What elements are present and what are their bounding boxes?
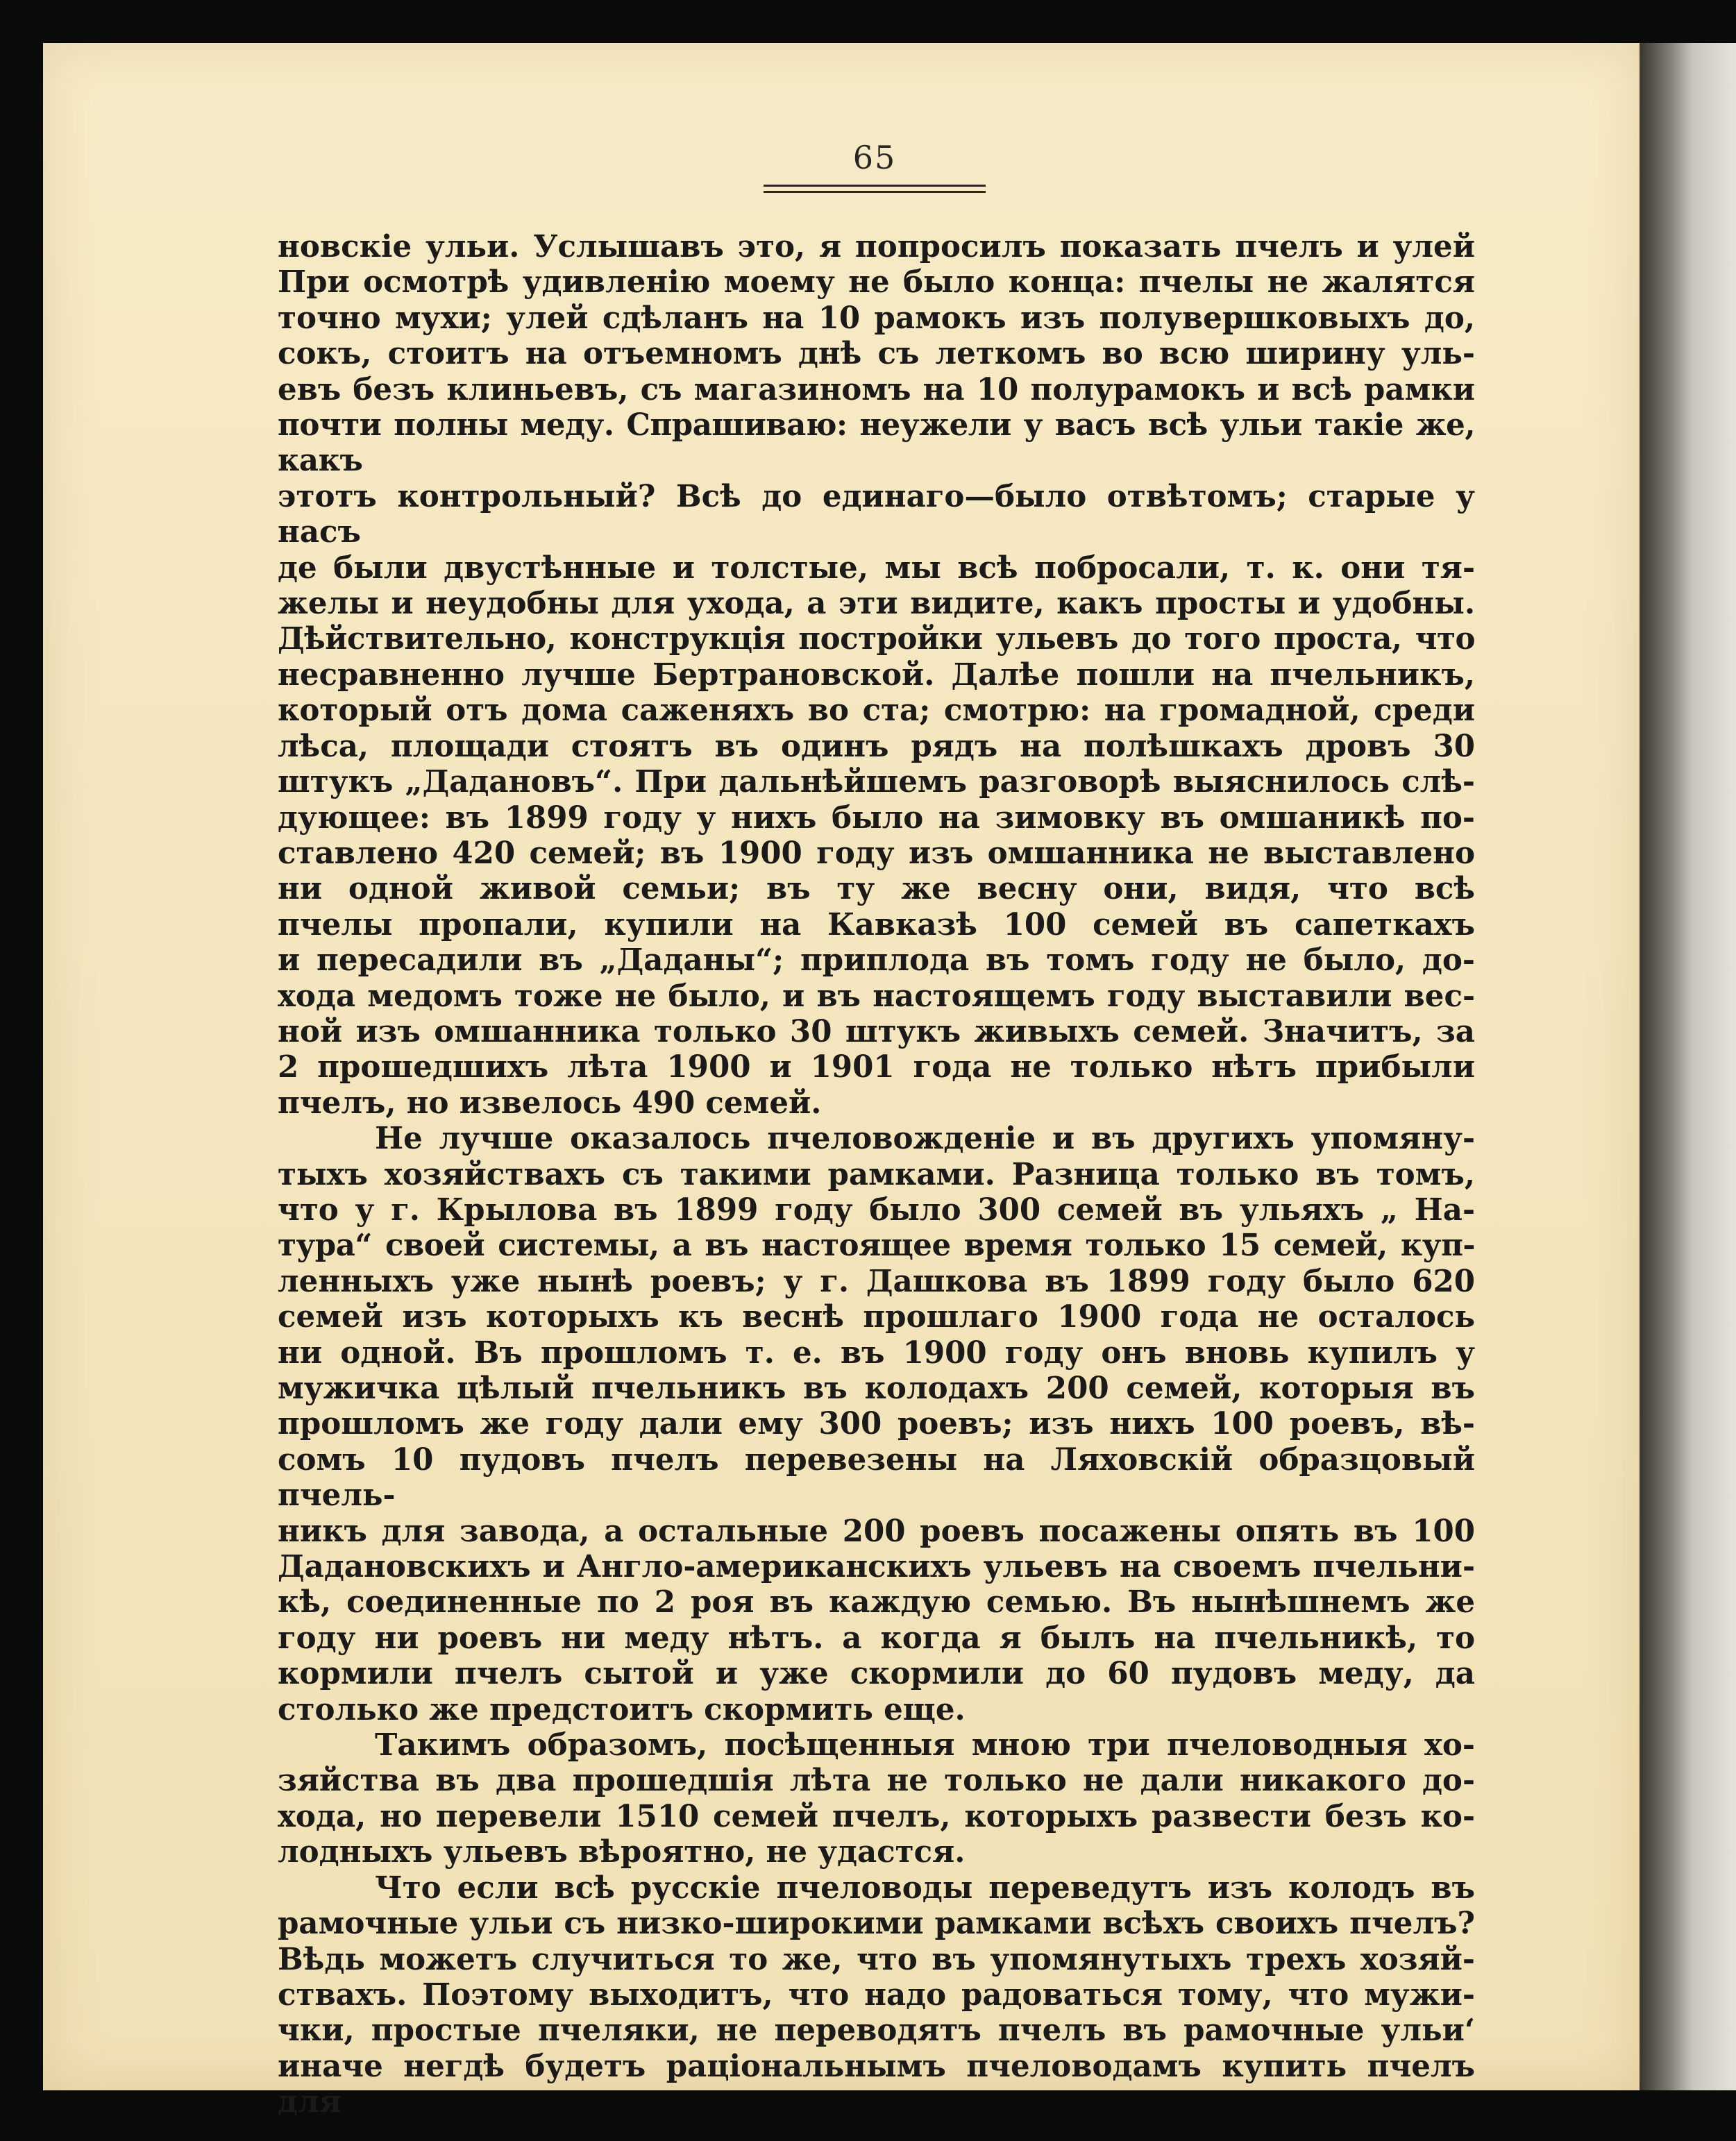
text-line: лодныхъ ульевъ вѣроятно, не удастся. [278, 1834, 966, 1870]
text-line: 2 прошедшихъ лѣта 1900 и 1901 года не только нѣтъ прибыли [278, 1049, 1475, 1085]
text-line: чки, простые пчеляки, не переводятъ пчелъ въ рамочные ульи‘ [278, 2013, 1475, 2049]
text-line: де были двустѣнные и толстые, мы всѣ побросали, т. к. они тя- [278, 550, 1475, 586]
text-line: тура“ своей системы, а въ настоящее время только 15 семей, куп- [278, 1228, 1475, 1264]
text-line: сокъ, стоитъ на отъемномъ днѣ съ леткомъ во всю ширину уль- [278, 336, 1475, 372]
text-line: мужичка цѣлый пчельникъ въ колодахъ 200 семей, которыя въ [278, 1371, 1475, 1406]
text-line: Такимъ образомъ, посѣщенныя мною три пчеловодныя хо- [375, 1727, 1475, 1763]
body-text [278, 229, 1475, 2120]
text-line: ленныхъ уже нынѣ роевъ; у г. Дашкова въ 1899 году было 620 [278, 1263, 1475, 1299]
text-line: Не лучше оказалось пчеловожденіе и въ другихъ упомяну- [375, 1121, 1475, 1157]
text-line: ствахъ. Поэтому выходитъ, что надо радоваться тому, что мужи- [278, 1977, 1475, 2013]
text-line: почти полны меду. Спрашиваю: неужели у васъ всѣ ульи такіе же, какъ [278, 407, 1475, 479]
text-line: ной изъ омшанника только 30 штукъ живыхъ семей. Значитъ, за [278, 1013, 1475, 1049]
text-line: семей изъ которыхъ къ веснѣ прошлаго 1900 года не осталось [278, 1299, 1475, 1335]
text-line: сомъ 10 пудовъ пчелъ перевезены на Ляховскій образцовый пчель- [278, 1441, 1475, 1514]
book-spine [1640, 43, 1736, 2090]
text-line: который отъ дома саженяхъ во ста; смотрю: на громадной, среди [278, 693, 1475, 729]
text-line: При осмотрѣ удивленію моему не было конца: пчелы не жалятся [278, 264, 1475, 301]
text-line: кѣ, соединенные по 2 роя въ каждую семью. Въ нынѣшнемъ же [278, 1584, 1475, 1620]
text-line: пчелъ, но извелось 490 семей. [278, 1085, 822, 1121]
text-line: рамочные ульи съ низко-широкими рамками всѣхъ своихъ пчелъ? [278, 1906, 1475, 1942]
text-line: и пересадили въ „Даданы“; приплода въ томъ году не было, до- [278, 942, 1475, 979]
text-line: желы и неудобны для ухода, а эти видите, какъ просты и удобны. [278, 586, 1475, 622]
page-number: 65 [852, 139, 897, 176]
text-line: этотъ контрольный? Всѣ до единаго—было отвѣтомъ; старые у насъ [278, 478, 1475, 550]
text-line: Дадановскихъ и Англо-американскихъ ульевъ на своемъ пчельни- [278, 1549, 1475, 1585]
text-line: ни одной живой семьи; въ ту же весну они, видя, что всѣ [278, 871, 1475, 907]
text-line: прошломъ же году дали ему 300 роевъ; изъ нихъ 100 роевъ, вѣ- [278, 1406, 1475, 1442]
text-line: точно мухи; улей сдѣланъ на 10 рамокъ изъ полувершковыхъ до, [278, 300, 1475, 336]
text-line: тыхъ хозяйствахъ съ такими рамками. Разница только въ томъ, [278, 1156, 1475, 1192]
text-line: пчелы пропали, купили на Кавказѣ 100 семей въ сапеткахъ [278, 906, 1475, 942]
text-line: штукъ „Дадановъ“. При дальнѣйшемъ разговорѣ выяснилось слѣ- [278, 764, 1475, 800]
text-line: хода медомъ тоже не было, и въ настоящемъ году выставили вес- [278, 978, 1475, 1014]
text-line: году ни роевъ ни меду нѣтъ. а когда я былъ на пчельникѣ, то [278, 1620, 1475, 1656]
text-line: зяйства въ два прошедшія лѣта не только не дали никакого до- [278, 1763, 1475, 1799]
page-number-rule [764, 185, 986, 193]
text-line: столько же предстоитъ скормить еще. [278, 1691, 966, 1727]
text-line: дующее: въ 1899 году у нихъ было на зимовку въ омшаникѣ по- [278, 799, 1475, 836]
text-line: ставлено 420 семей; въ 1900 году изъ омшанника не выставлено [278, 835, 1475, 871]
text-line: кормили пчелъ сытой и уже скормили до 60 пудовъ меду, да [278, 1656, 1475, 1692]
text-line: новскіе ульи. Услышавъ это, я попросилъ показать пчелъ и улей [278, 229, 1475, 264]
text-line: лѣса, площади стоятъ въ одинъ рядъ на полѣшкахъ дровъ 30 [278, 728, 1475, 764]
text-line: несравненно лучше Бертрановской. Далѣе пошли на пчельникъ, [278, 657, 1475, 693]
text-line: никъ для завода, а остальные 200 роевъ посажены опять въ 100 [278, 1513, 1475, 1549]
text-line: Дѣйствительно, конструкція постройки ульевъ до того проста, что [278, 621, 1475, 657]
text-line: Что если всѣ русскіе пчеловоды переведутъ изъ колодъ въ [375, 1870, 1475, 1906]
text-line: Вѣдь можетъ случиться то же, что въ упомянутыхъ трехъ хозяй- [278, 1941, 1475, 1977]
text-line: хода, но перевели 1510 семей пчелъ, которыхъ развести безъ ко- [278, 1798, 1475, 1834]
text-line: иначе негдѣ будетъ раціональнымъ пчеловодамъ купить пчелъ для [278, 2048, 1475, 2120]
text-line: что у г. Крылова въ 1899 году было 300 семей въ ульяхъ „ На- [278, 1192, 1475, 1228]
text-line: евъ безъ клиньевъ, съ магазиномъ на 10 полурамокъ и всѣ рамки [278, 371, 1475, 407]
text-line: ни одной. Въ прошломъ т. е. въ 1900 году онъ вновь купилъ у [278, 1335, 1475, 1371]
